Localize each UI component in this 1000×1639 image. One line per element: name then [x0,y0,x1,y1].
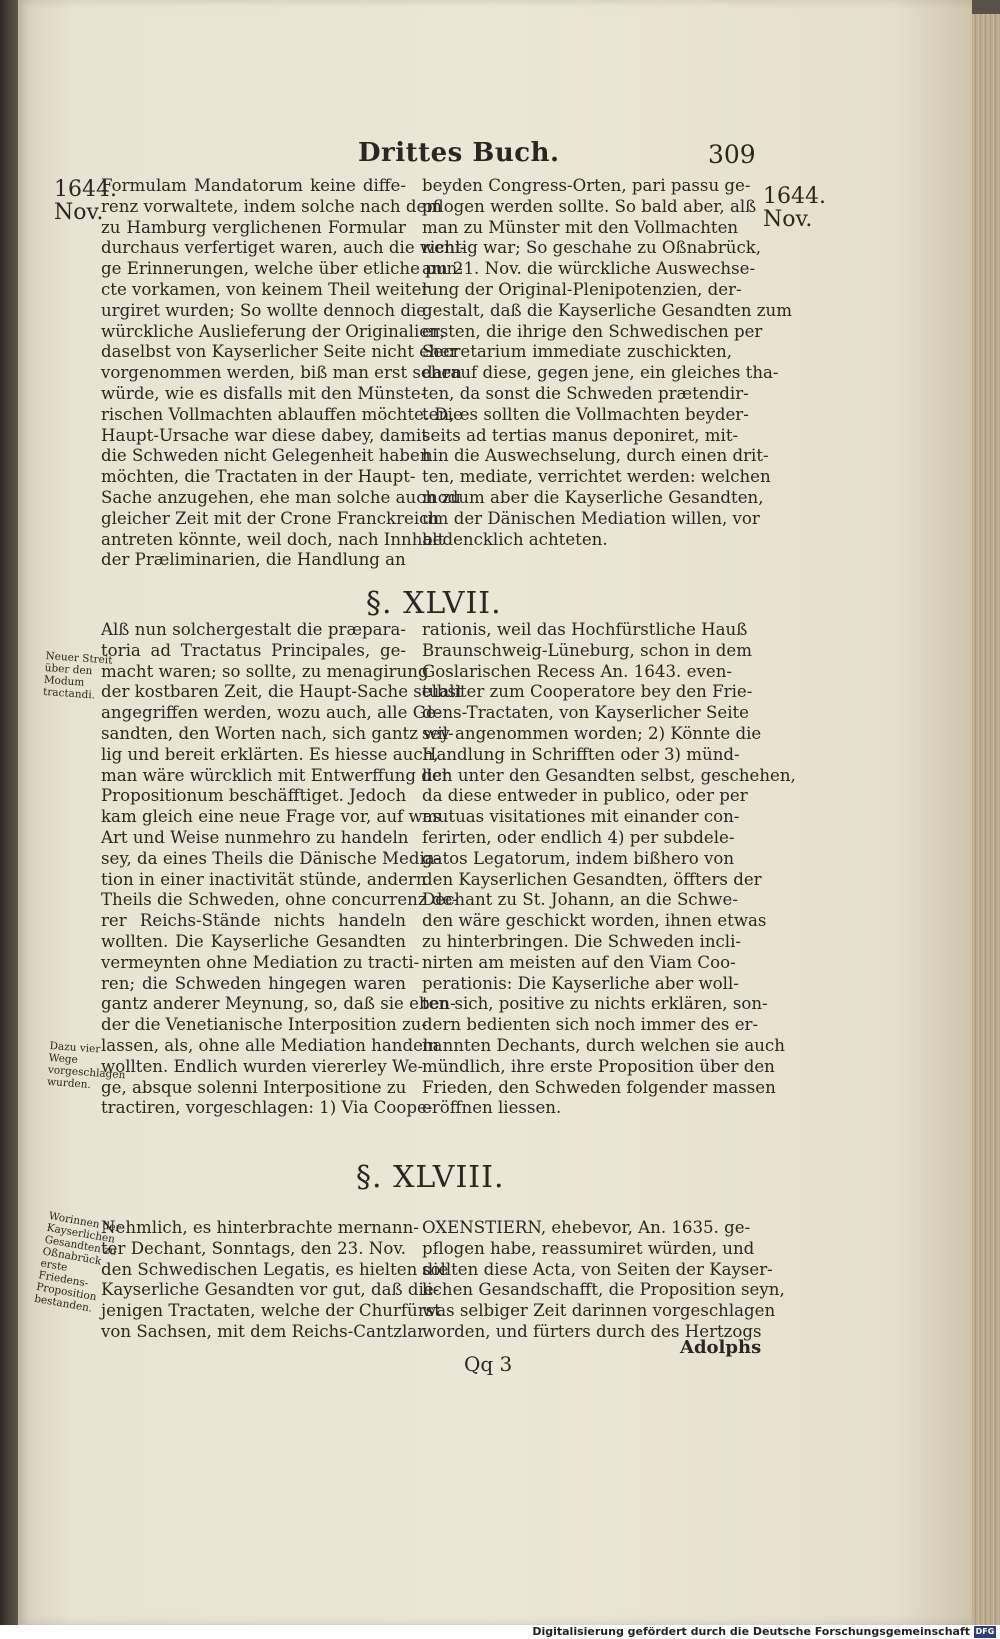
text-line: rationis, weil das Hochfürstliche Hauß [422,620,748,639]
text-line: ten, mediate, verrichtet werden: welchen [422,467,771,487]
text-line: dern bedienten sich noch immer des er- [422,1015,759,1035]
text-line: tualiter zum Cooperatore bey den Frie- [422,682,753,702]
text-line: ter Dechant, Sonntags, den 23. Nov. [101,1238,406,1258]
text-line: da diese entweder in publico, oder per [422,786,748,806]
text-line: richtig war; So geschahe zu Oßnabrück, [422,238,762,258]
section-48-left-column [101,1218,449,1343]
text-line: Braunschweig-Lüneburg, schon in dem [422,640,752,660]
text-line: tion in einer inactivität stünde, andern [101,869,427,889]
footer-bar [0,1625,1000,1639]
text-line: man zu Münster mit den Vollmachten [422,217,739,237]
marginal-note-proposition: Worinnen der Kayserlichen Gesandten zu Oßnabrück erste Friedens-Proposition bestanden. [33,1210,122,1315]
text-line: lichen Gesandschafft, die Proposition seyn, [422,1280,785,1300]
text-line: Goslarischen Recess An. 1643. even- [422,661,732,681]
top-right-column [422,176,792,550]
text-line: man wäre würcklich mit Entwerffung der [101,765,450,785]
text-line: ferirten, oder endlich 4) per subdele- [422,827,735,847]
text-line: Art und Weise nunmehro zu handeln [101,827,409,847]
text-line: Nehmlich, es hinterbrachte mernann- [101,1218,419,1237]
text-line: toria ad Tractatus Principales, ge- [101,640,406,660]
page-edges [972,14,1000,1625]
section-47-right-column [422,620,796,1119]
text-line: wollten. Endlich wurden viererley We- [101,1056,424,1076]
text-line: mündlich, ihre erste Proposition über den [422,1056,775,1076]
text-line: mutuas visitationes mit einander con- [422,807,740,827]
margin-month-left: Nov. [54,200,104,225]
margin-month-right: Nov. [763,207,813,232]
text-line: hin die Auswechselung, durch einen drit- [422,446,769,466]
text-line: sollten diese Acta, von Seiten der Kayser- [422,1259,773,1279]
text-line: pflogen werden sollte. So bald aber, alß [422,196,757,216]
text-line: den Kayserlichen Gesandten, öffters der [422,869,762,889]
text-line: würckliche Auslieferung der Originalien, [101,321,446,341]
dfg-logo: DFG [975,1627,995,1636]
marginal-note-modus: Neuer Streit über den Modum tractandi. [42,650,113,702]
text-line: Dechant zu St. Johann, an die Schwe- [422,890,738,910]
text-line: Sache anzugehen, ehe man solche auch zu [101,487,461,507]
text-line: ren; die Schweden hingegen waren [101,973,406,993]
page-number: 309 [708,140,756,169]
margin-year-left: 1644. [54,177,117,202]
text-line: ge, absque solenni Interpositione zu [101,1077,407,1097]
text-line: gatos Legatorum, indem bißhero von [422,848,735,868]
text-line: nirten am meisten auf den Viam Coo- [422,952,736,972]
text-line: vermeynten ohne Mediation zu tracti- [101,952,420,972]
text-line: lassen, als, ohne alle Mediation handeln [101,1035,439,1055]
text-line: würde, wie es disfalls mit den Münste- [101,383,427,403]
text-line: Propositionum beschäfftiget. Jedoch [101,786,407,806]
text-line: den wäre geschickt worden, ihnen etwas [422,911,767,931]
text-line: Kayserliche Gesandten vor gut, daß die- [101,1280,440,1300]
text-line: perationis: Die Kayserliche aber woll- [422,973,739,993]
text-line: zu Hamburg verglichenen Formular [101,217,406,237]
book-page [18,0,972,1625]
text-line: ten sich, positive zu nichts erklären, son- [422,994,768,1014]
section-47-left-column [101,620,463,1119]
text-line: tractiren, vorgeschlagen: 1) Via Coope- [101,1098,433,1118]
footer-credit: Digitalisierung gefördert durch die Deutsche Forschungsgemeinschaft [532,1625,970,1638]
section-48-right-column [422,1218,785,1343]
text-line: ge Erinnerungen, welche über etliche pun- [101,259,463,279]
text-line: macht waren; so sollte, zu menagirung [101,661,429,681]
text-line: zu hinterbringen. Die Schweden incli- [422,931,742,951]
text-line: Handlung in Schrifften oder 3) münd- [422,744,740,764]
text-line: lung der Original-Plenipotenzien, der- [422,279,742,299]
text-line: ten, da sonst die Schweden prætendir- [422,383,749,403]
text-line: am 21. Nov. die würckliche Auswechse- [422,259,756,279]
text-line: lich unter den Gesandten selbst, geschehen, [422,765,796,785]
text-line: vorgenommen werden, biß man erst sehen [101,363,462,383]
text-line: jenigen Tractaten, welche der Churfürst [101,1301,441,1321]
text-line: sey angenommen worden; 2) Könnte die [422,723,762,743]
text-line: urgiret wurden; So wollte dennoch die [101,300,427,320]
text-line: pflogen habe, reassumiret würden, und [422,1238,755,1258]
text-line: ersten, die ihrige den Schwedischen per [422,321,763,341]
catchword: Adolphs [680,1337,762,1358]
text-line: sey, da eines Theils die Dänische Media- [101,848,441,868]
text-line: kam gleich eine neue Frage vor, auf was [101,807,442,827]
marginal-note-vier-wege: Dazu vier Wege vorgeschlagen wurden. [46,1040,126,1091]
text-line: bedencklich achteten. [422,529,608,549]
text-line: wollten. Die Kayserliche Gesandten [101,931,406,951]
text-line: sandten, den Worten nach, sich gantz wil- [101,723,454,743]
text-line: der die Venetianische Interposition zu- [101,1015,427,1035]
text-line: gantz anderer Meynung, so, daß sie eben- [101,994,456,1014]
text-line: nannten Dechants, durch welchen sie auch [422,1035,785,1055]
text-line: modum aber die Kayserliche Gesandten, [422,487,764,507]
text-line: Frieden, den Schweden folgender massen [422,1077,776,1097]
text-line: um der Dänischen Mediation willen, vor [422,508,760,528]
text-line: renz vorwaltete, indem solche nach dem [101,196,443,216]
text-line: Formulam Mandatorum keine diffe- [101,176,406,195]
section-heading-47: §. XLVII. [366,586,502,621]
text-line: gleicher Zeit mit der Crone Franckreich [101,508,440,528]
text-line: Alß nun solchergestalt die præpara- [101,620,406,639]
text-line: antreten könnte, weil doch, nach Innhalt [101,529,445,549]
text-line: der kostbaren Zeit, die Haupt-Sache selbst [101,682,463,702]
text-line: beyden Congress-Orten, pari passu ge- [422,176,751,195]
text-line: gestalt, daß die Kayserliche Gesandten zum [422,300,792,320]
text-line: der Præliminarien, die Handlung an [101,550,406,570]
text-line: rer Reichs-Stände nichts handeln [101,911,406,931]
text-line: cte vorkamen, von keinem Theil weiter [101,279,430,299]
running-head: Drittes Buch. [358,138,560,168]
text-line: daselbst von Kayserlicher Seite nicht eher [101,342,458,362]
text-line: Theils die Schweden, ohne concurrenz de- [101,890,458,910]
text-line: rischen Vollmachten ablauffen möchte. Die [101,404,463,424]
margin-year-right: 1644. [763,184,826,209]
text-line: worden, und fürters durch des Hertzogs [422,1321,762,1341]
text-line: lig und bereit erklärten. Es hiesse auch, [101,744,439,764]
section-heading-48: §. XLVIII. [356,1160,505,1195]
text-line: angegriffen werden, wozu auch, alle Ge- [101,703,442,723]
text-line: darauf diese, gegen jene, ein gleiches tha- [422,363,779,383]
text-line: seits ad tertias manus deponiret, mit- [422,425,739,445]
text-line: dens-Tractaten, von Kayserlicher Seite [422,703,749,723]
top-left-column [101,176,466,571]
text-line: von Sachsen, mit dem Reichs-Cantzlar [101,1321,426,1341]
text-line: Haupt-Ursache war diese dabey, damit [101,425,428,445]
text-line: durchaus verfertiget waren, auch die weni- [101,238,466,258]
text-line: die Schweden nicht Gelegenheit haben [101,446,431,466]
margin-date-right [763,185,826,231]
text-line: Secretarium immediate zuschickten, [422,342,732,362]
text-line: den Schwedischen Legatis, es hielten die [101,1259,449,1279]
text-line: was selbiger Zeit darinnen vorgeschlagen [422,1301,776,1321]
text-line: OXENSTIERN, ehebevor, An. 1635. ge- [422,1218,751,1237]
signature-mark: Qq 3 [464,1352,513,1376]
text-line: eröffnen liessen. [422,1098,562,1118]
text-line: möchten, die Tractaten in der Haupt- [101,467,416,487]
text-line: ten, es sollten die Vollmachten beyder- [422,404,749,424]
